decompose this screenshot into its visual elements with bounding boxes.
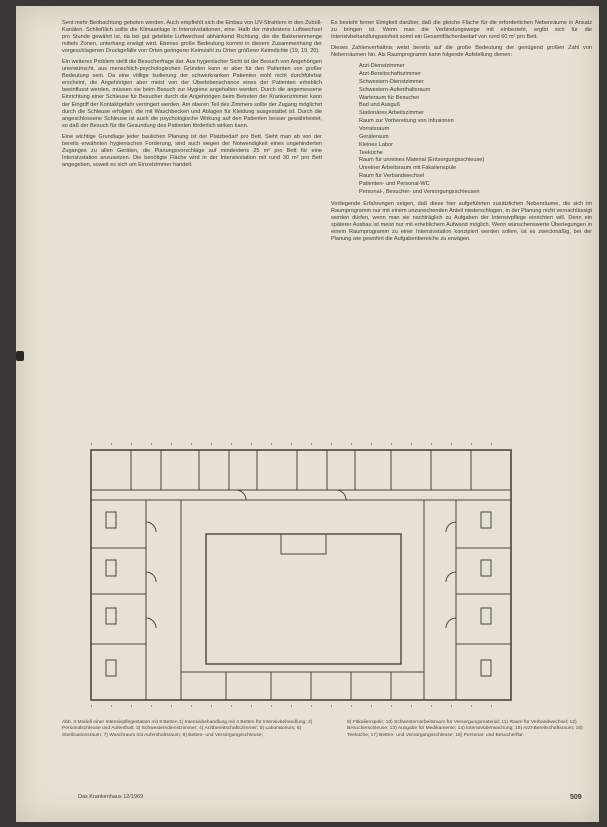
- room-list-item: Vorratsraum: [359, 125, 390, 132]
- room: [391, 672, 424, 700]
- door-swing: [336, 490, 346, 500]
- room: [229, 450, 257, 490]
- figure-caption-left: Abb. 4 Modell einer Intensivpflegestation mit 8 Betten 1) Intensivbehandlung mit 4 Betten für Intensivbehandlung; 2) Personalschleuse und Aufenthalt; 3) Schwesterndienstzimmer; 4) Arztbereitschaftszimmer; 5) Laboratorium; 6) Sterilisationsraum; 7) Waschraum mit Aufenthaltsraum; 8) Betten- und Versorgungsschleuse;: [62, 720, 313, 738]
- room-list-item: Geräteraum: [359, 133, 389, 140]
- room: [456, 594, 511, 644]
- room: [91, 594, 146, 644]
- room-list-item: Unreiner Arbeitsraum mit Fäkalienspüle: [359, 165, 457, 172]
- outer-wall: [91, 450, 511, 700]
- right-text-column: [331, 20, 592, 247]
- room-list-item: Personal-, Besucher- und Versorgungsschleusen: [359, 188, 480, 195]
- room: [199, 450, 229, 490]
- room: [91, 450, 131, 490]
- room-list-item: Schwestern-Aufenthaltsraum: [359, 86, 431, 93]
- bed-fixture: [481, 512, 491, 528]
- room: [456, 548, 511, 594]
- room-list-item: Patienten- und Personal-WC: [359, 180, 430, 187]
- room: [327, 450, 355, 490]
- door-swing: [236, 490, 246, 500]
- journal-page: [16, 6, 599, 822]
- door-swing: [146, 572, 156, 582]
- room: [257, 450, 297, 490]
- left-text-column: [62, 20, 322, 173]
- room-list-item: Kleines Labor: [359, 141, 393, 148]
- door-swing: [446, 522, 456, 532]
- room: [471, 450, 511, 490]
- bed-fixture: [481, 560, 491, 576]
- paragraph-space-requirement: Eine wichtige Grundlage jeder baulichen Planung ist der Platzbedarf pro Bett. Sieht man ab von der bereits erwähnten hygienischen Forderung, sind auch wegen der Notwendigkeit eines ungehinderten Zuganges zu allen Geräten, die Planungsvorschläge auf mindestens 25 m² pro Bett für eine Intensivstation anzusetzen. Die benötigte Fläche wird in der Intensivstation mit rund 30 m² pro Bett angegeben, soweit es sich um Einzelzimmer handelt.: [62, 133, 322, 168]
- room-list-item: Arzt-Dienstzimmer: [359, 63, 405, 70]
- room: [91, 548, 146, 594]
- room-list-item: Teeküche: [359, 149, 383, 156]
- room: [456, 644, 511, 700]
- room: [91, 500, 146, 548]
- room-list-item: Bad und Ausguß: [359, 102, 401, 109]
- room: [456, 500, 511, 548]
- room: [351, 672, 391, 700]
- bed-fixture: [481, 608, 491, 624]
- bed-fixture: [106, 660, 116, 676]
- binder-hole: [16, 351, 24, 361]
- journal-footer: Das Krankenhaus 12/1969: [78, 794, 144, 800]
- figure-caption-right: 9) Fäkalienspüle; 10) Schwesternarbeitsraum für Versorgungsmaterial; 11) Raum für Verbandwechsel; 12) Besucherschleuse; 13) Ausgabe für Medikamente; 14) Intensivüberwachung; 15) Arzt-Bereitschaftsraum; 16) Teeküche; 17) Betten- und Versorgungsschleuse; 18) Personal- und Besucherflur.: [347, 720, 583, 738]
- floor-plan-drawing: [86, 442, 516, 712]
- room: [431, 450, 471, 490]
- room: [297, 450, 327, 490]
- room-list-item: Raum zur Vorbereitung von Infusionen: [359, 118, 454, 125]
- room: [131, 450, 161, 490]
- room: [161, 450, 199, 490]
- door-swing: [146, 618, 156, 628]
- room: [271, 672, 311, 700]
- paragraph-planning-experience: Vorliegende Erfahrungen zeigen, daß diese hier aufgeführten zusätzlichen Nebenräume, die sich im Raumprogramm nur mit einem unzureichenden Anteil niederschlagen, in der Planung nicht vernachlässigt werden dürfen, wenn man sie nachträglich zu Aufgaben der Intensivpflege einrichten will. Denn ein späterer Ausbau ist meist nur mit erheblichem Aufwand möglich. Wenn wünschenswerte Überlegungen in einem Raumprogramm zu einer Intensivstation konzipiert werden sollen, ist es zweckmäßig, bei der Planung wie gewohnt die Aufgabenbereiche zu erwägen.: [331, 200, 592, 242]
- room: [226, 672, 271, 700]
- bed-fixture: [106, 512, 116, 528]
- room-list-item: Arzt-Bereitschaftszimmer: [359, 71, 421, 78]
- bed-fixture: [106, 608, 116, 624]
- room-list-item: Raum für unreines Material (Entsorgungsschleuse): [359, 157, 485, 164]
- room: [181, 672, 226, 700]
- room-list-item: Raum für Verbandwechsel: [359, 173, 425, 180]
- courtyard-entry: [281, 534, 326, 554]
- door-swing: [146, 522, 156, 532]
- room: [355, 450, 391, 490]
- bed-fixture: [106, 560, 116, 576]
- room-program-list: [359, 63, 592, 196]
- paragraph-hygiene: Sent mehr Beobachtung geboten werden. Auch empfiehlt sich die Einbau von UV-Strahlern in den Zubüll-Kanälen. Schließlich sollte die Klimaanlage in Intensivstationen, eine. Halb der mindestens Luftwechsel pro Stunde gewährt ist, da bei gut geleitete Luftwechsel abhänkend Richtung, die die Bakterienmenge mittels Zonen, unterhang erwägt wird. Ebenso große Bedeutung kommt in diesem Zusammenhang der vorgeschlagenen Druckgefälle von Orten geringerer Keimzahl zu Orten größerer Keimdichte (19, 19, 20).: [62, 20, 322, 55]
- page-number: 509: [570, 794, 582, 801]
- room: [311, 672, 351, 700]
- bed-fixture: [481, 660, 491, 676]
- room: [91, 644, 146, 700]
- door-swing: [446, 572, 456, 582]
- room-list-item: Warteraum für Besucher: [359, 94, 420, 101]
- paragraph-room-program-intro: Dieses Zahlenverhältnis weist bereits auf die große Bedeutung der genügend großen Zahl von Nebenräumen hin. Als Raumprogramm kann folgende Aufstellung dienen:: [331, 45, 592, 59]
- paragraph-total-area: Es besteht ferner Einigkeit darüber, daß die gleiche Fläche für die erforderlichen Nebenräume in Ansatz zu bringen ist. Wenn man die Verbindungswege mit einbezieht, ergibt sich für die Intensivbehandlungseinheit somit ein Gesamtflächenbedarf von rund 60 m² pro Bett.: [331, 20, 592, 41]
- room-list-item: Schwestern-Dienstzimmer: [359, 78, 424, 85]
- door-swing: [446, 618, 456, 628]
- room: [391, 450, 431, 490]
- paragraph-visitors: Ein weiteres Problem stellt die Besucherfrage dar. Aus hygienischer Sicht ist der Besuch von Angehörigen unerwünscht, aus menschlich-psychologischen Gründen kann er aber für den Patienten von großer Bedeutung sein. Da eine völlige Isolierung der schwerkranken Patienten wohl nicht durchführbar erscheint, die Angehörigen aber meist von der Überlebenschance eines der Patienten erheblich beeinflusst werden, müssen sie beim Besuch zur Hygiene angehalten werden. Durch die angemessene Einrichtung einer Schleuse für Besucher durch die Angehörigen beim Betreten der Krankenzimmer kann der Eingriff der Kontaktgefahr verringert werden. Am oberen Teil des Zimmers sollte der Zugang möglichst durch die Schleuse erfolgen, die mit Waschbecken und Ablagen für Kleidung ausgestattet ist. Durch die angeschlossene Schleuse ist auch die psychologische Wirkung auf den Patienten besser gewährleistet, so daß der Besuch für die Gesundung des Patienten förderlich wirken kann.: [62, 59, 322, 129]
- room-list-item: Stationäres Arbeitszimmer: [359, 110, 424, 117]
